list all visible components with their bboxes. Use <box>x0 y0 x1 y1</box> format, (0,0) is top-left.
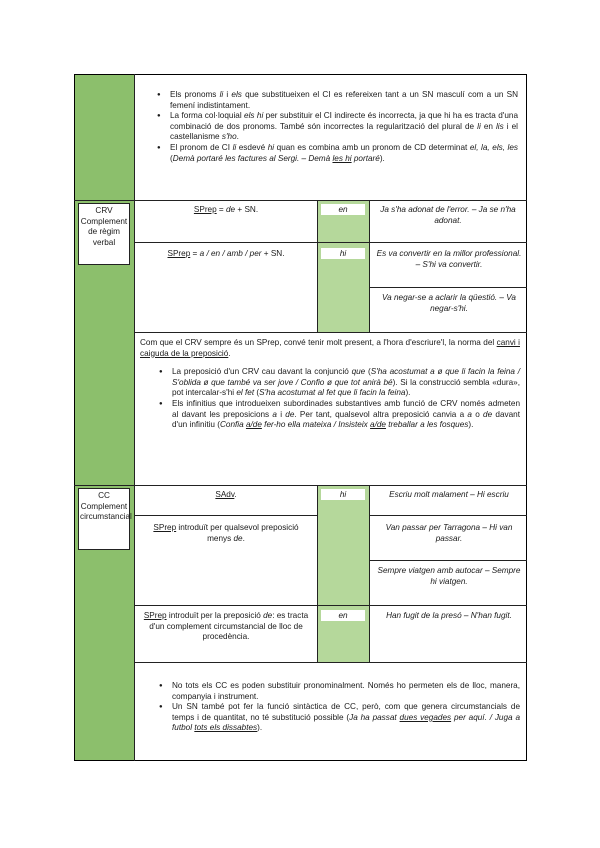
text-run: . <box>236 132 239 142</box>
cc-example-2a-text: Van passar per Tarragona – Hi van passar. <box>385 523 513 543</box>
text-run: s'ho <box>221 132 237 142</box>
text-run: fer-ho ella mateixa / Insisteix <box>261 420 371 430</box>
text-run: SPrep <box>193 205 217 214</box>
text-run: Demà portaré les factures al Sergi. – Demà <box>172 153 333 163</box>
text-run: o <box>471 409 484 419</box>
text-run: : es tracta d'un complement circumstancial de lloc de procedència. <box>149 611 309 642</box>
text-run: + SN. <box>261 249 285 258</box>
text-run: ( <box>170 153 173 163</box>
text-run: que substitueixen el CI es refereixen tant a un SN masculí com a un SN femení indistintament. <box>170 90 519 110</box>
pronoms-notes <box>150 90 518 164</box>
text-run: S'ha acostumat al fet que li facin la feina <box>259 388 406 398</box>
text-run: SAdv <box>215 490 235 499</box>
text-run: de <box>483 409 493 419</box>
text-run: Els pronoms <box>170 90 220 99</box>
text-run: a <box>272 409 277 419</box>
text-run: ( <box>254 388 260 398</box>
text-run: canvi i caiguda de la preposició <box>140 338 520 358</box>
bullet-item <box>170 111 518 143</box>
text-run: ). <box>405 388 411 398</box>
cc-pronoun-3: en <box>321 610 365 621</box>
text-run: ). <box>468 420 474 430</box>
cc-pronoun-1: hi <box>321 489 365 500</box>
text-run: lis <box>495 121 504 131</box>
bullet-item <box>172 367 520 399</box>
cc-example-3 <box>376 611 522 622</box>
cc-example-3-text: Han fugit de la presó – N'han fugit. <box>386 611 512 620</box>
text-run: de <box>233 533 243 543</box>
text-run: Els infinitius que introdueixen subordinades substantives amb funció de CRV només admeten al davant les preposicions <box>172 398 520 419</box>
bullet-item <box>172 399 520 431</box>
text-run: SPrep <box>167 249 191 258</box>
text-run: a/de <box>370 420 386 430</box>
cc-example-1 <box>376 490 522 501</box>
text-run: a/de <box>245 420 262 430</box>
crv-structure-1 <box>140 205 312 216</box>
cc-structure-2 <box>145 523 307 544</box>
cc-label-text: CC Complement circumstancial <box>80 491 132 521</box>
crv-example-1 <box>372 205 524 226</box>
text-run: ( <box>365 367 371 377</box>
text-run: SPrep <box>153 523 177 532</box>
crv-note-intro <box>140 338 520 359</box>
text-run: dues vegades <box>399 712 452 722</box>
cc-example-2b <box>374 566 524 587</box>
left-green-column <box>74 74 134 761</box>
text-run: Com que el CRV sempre és un SPrep, convé tenir molt present, a l'hora d'escriure'l, la norma del <box>140 338 497 347</box>
cc-note <box>140 681 520 734</box>
text-run: els <box>231 90 242 99</box>
crv-example-2a-text: Es va convertir en la millor professional. – S'hi va convertir. <box>376 249 522 269</box>
text-run: els hi <box>244 111 264 121</box>
text-run: per substituir el CI indirecte és incorrecta, ja que hi ha es tracta d'una combinació de dos pronoms. També són incorrectes la regularització del plural de <box>170 111 518 131</box>
text-run: i <box>276 409 286 419</box>
text-run: introduït per la preposició <box>166 611 264 620</box>
text-run: . <box>242 533 245 543</box>
bullet-item <box>170 143 518 164</box>
text-run: SPrep <box>143 611 167 620</box>
crv-structure-2 <box>140 249 312 260</box>
cc-example-2a <box>376 523 522 544</box>
text-run: ). Si la construcció sembla «dura», pot intercalar-s'hi <box>172 377 520 398</box>
text-run: . <box>234 490 237 499</box>
text-run: i el castellanisme <box>170 121 518 142</box>
text-run: No tots els CC es poden substituir pronominalment. Només ho permeten els de lloc, manera, companyia i instrument. <box>172 681 520 701</box>
text-run: El pronom de CI <box>170 142 233 152</box>
text-run: treballar a les fosques <box>385 420 469 430</box>
text-run: de <box>226 205 236 214</box>
text-run: La forma col·loquial <box>170 111 245 121</box>
text-run: a <box>467 409 472 419</box>
cc-pronoun-column <box>317 485 369 662</box>
bullet-item <box>172 681 520 702</box>
text-run: li <box>232 142 237 152</box>
text-run: de <box>263 611 273 620</box>
crv-label <box>78 203 130 265</box>
crv-pronoun-1: en <box>321 204 365 215</box>
text-run: a / en / amb / per <box>199 249 262 258</box>
text-run: portaré <box>351 153 380 163</box>
text-run: hi <box>267 142 275 152</box>
text-run: = <box>216 205 226 214</box>
text-run: . <box>228 348 231 358</box>
cc-example-2b-text: Sempre viatgen amb autocar – Sempre hi viatgen. <box>377 566 521 586</box>
text-run: = <box>190 249 200 258</box>
text-run: li <box>477 121 481 131</box>
text-run: S'ha acostumat a ø que li facin la feina / S'oblida ø que també va ser jove / Confio ø que tot anirà bé <box>172 367 520 387</box>
crv-pronoun-column <box>317 200 369 332</box>
text-run: de <box>285 409 295 419</box>
text-run: les hi <box>332 153 352 163</box>
text-run: li <box>219 90 224 99</box>
text-run: La preposició d'un CRV cau davant la conjunció <box>172 367 352 377</box>
crv-example-2a <box>376 249 522 270</box>
text-run: davant d'un infinitiu ( <box>172 409 520 430</box>
text-run: ). <box>379 153 385 163</box>
text-run: tots els dissabtes <box>194 723 258 733</box>
text-run: ). <box>257 723 263 733</box>
text-run: quan es combina amb un pronom de CD determinat <box>274 142 470 152</box>
text-run: . Per tant, qualsevol altra preposició canvia a <box>294 409 468 419</box>
cc-example-1-text: Escriu molt malament – Hi escriu <box>389 490 509 499</box>
text-run: + SN. <box>235 205 259 214</box>
text-run: que <box>351 367 366 377</box>
cc-structure-1 <box>140 490 312 501</box>
text-run: Confia <box>220 420 246 430</box>
text-run: introduït per qualsevol preposició menys <box>176 523 299 543</box>
text-run: el, la, els, les <box>469 142 519 152</box>
crv-note <box>140 338 520 431</box>
crv-example-2b <box>376 293 522 314</box>
cc-label <box>78 488 130 550</box>
crv-example-2b-text: Va negar-se a aclarir la qüestió. – Va negar-s'hi. <box>382 293 516 313</box>
text-run: Ja ha passat <box>349 712 400 722</box>
text-run: en <box>480 121 496 131</box>
bullet-item <box>172 702 520 734</box>
crv-pronoun-2: hi <box>321 248 365 259</box>
text-run: el fet <box>236 388 255 398</box>
crv-example-1-text: Ja s'ha adonat de l'error. – Ja se n'ha adonat. <box>380 205 516 225</box>
bullet-item <box>170 90 518 111</box>
text-run: Un SN també pot fer la funció sintàctica de CC, però, com que genera circumstancials de temps i de quantitat, no té substitució possible ( <box>172 702 520 722</box>
text-run: esdevé <box>236 142 268 152</box>
crv-label-text: CRV Complement de règim verbal <box>80 206 128 247</box>
text-run: i <box>223 90 232 99</box>
cc-structure-3 <box>138 611 314 643</box>
text-run: per aquí. / Juga a futbol <box>172 712 520 733</box>
